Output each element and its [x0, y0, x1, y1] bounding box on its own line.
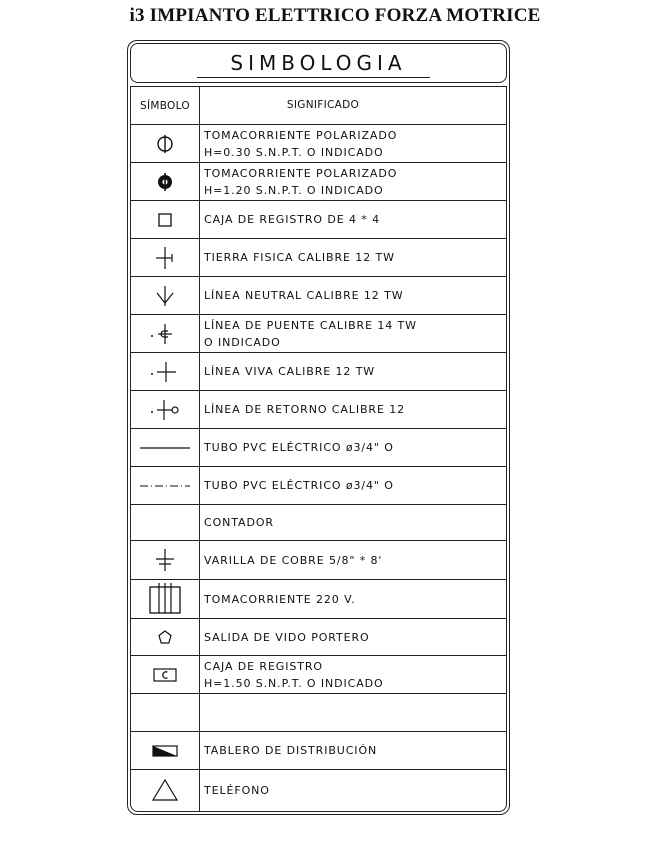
- legend-row: [131, 505, 506, 541]
- polarized-outlet-low-icon: [153, 132, 177, 156]
- legend-row: [131, 694, 506, 732]
- return-line-icon: [148, 397, 182, 423]
- legend-row: [131, 353, 506, 391]
- legend-row: [131, 467, 506, 505]
- legend-row: [131, 656, 506, 694]
- neutral-line-icon: [152, 283, 178, 309]
- row-text: TUBO PVC ELÉCTRICO ø3/4" O: [204, 441, 394, 454]
- square-box-icon: [157, 212, 173, 228]
- solid-line-icon: [140, 445, 190, 451]
- legend-row: [131, 732, 506, 770]
- row-text: LÍNEA NEUTRAL CALIBRE 12 TW: [204, 289, 404, 302]
- legend-row: [131, 770, 506, 810]
- ground-wire-icon: [152, 245, 178, 271]
- empty-symbol-cell: [131, 694, 199, 731]
- distribution-panel-icon: [152, 745, 178, 757]
- row-text: LÍNEA DE PUENTE CALIBRE 14 TW: [204, 318, 417, 332]
- row-text: TUBO PVC ELÉCTRICO ø3/4" O: [204, 479, 394, 492]
- legend-row: [131, 541, 506, 580]
- legend-table: [130, 86, 507, 812]
- row-text: CAJA DE REGISTRO: [204, 659, 323, 673]
- pentagon-icon: [157, 629, 173, 645]
- polarized-outlet-high-icon: [153, 170, 177, 194]
- copper-rod-icon: [152, 547, 178, 573]
- row-text: CAJA DE REGISTRO DE 4 * 4: [204, 213, 380, 226]
- empty-symbol-cell: [131, 505, 199, 540]
- triangle-icon: [151, 778, 179, 802]
- legend-row: [131, 201, 506, 239]
- row-text: TABLERO DE DISTRIBUCIÓN: [204, 744, 378, 757]
- row-text: VARILLA DE COBRE 5/8" * 8': [204, 553, 383, 567]
- title-underline: [197, 77, 430, 78]
- sheet-header: [130, 43, 507, 83]
- row-text: TOMACORRIENTE 220 V.: [204, 592, 356, 606]
- legend-row: [131, 239, 506, 277]
- legend-row: [131, 429, 506, 467]
- bridge-line-icon: [148, 321, 182, 347]
- live-line-icon: [148, 359, 182, 385]
- legend-row: [131, 163, 506, 201]
- legend-row: [131, 391, 506, 429]
- legend-row: [131, 277, 506, 315]
- legend-row: [131, 315, 506, 353]
- row-text: CONTADOR: [204, 516, 274, 529]
- header-row: [131, 87, 506, 125]
- dash-dot-line-icon: [140, 483, 190, 489]
- sheet-title: SIMBOLOGIA: [230, 51, 407, 75]
- legend-sheet: [127, 40, 510, 815]
- empty-text-cell: [204, 694, 502, 731]
- legend-row: [131, 580, 506, 619]
- row-text: TIERRA FISICA CALIBRE 12 TW: [204, 251, 395, 264]
- legend-row: [131, 125, 506, 163]
- row-text: SALIDA DE VIDO PORTERO: [204, 630, 370, 644]
- row-text: LÍNEA VIVA CALIBRE 12 TW: [204, 365, 376, 378]
- legend-row: [131, 619, 506, 656]
- symbol-header: SÍMBOLO: [140, 99, 190, 112]
- outlet-220-icon: [148, 582, 182, 616]
- row-text: TOMACORRIENTE POLARIZADO: [204, 166, 398, 180]
- row-text: LÍNEA DE RETORNO CALIBRE 12: [204, 403, 405, 416]
- row-text: TOMACORRIENTE POLARIZADO: [204, 128, 398, 142]
- row-text-secondary: H=1.20 S.N.P.T. O INDICADO: [204, 183, 384, 197]
- row-text-secondary: O INDICADO: [204, 335, 281, 349]
- box-c-icon: [153, 668, 177, 682]
- row-text-secondary: H=1.50 S.N.P.T. O INDICADO: [204, 676, 384, 690]
- row-text-secondary: H=0.30 S.N.P.T. O INDICADO: [204, 145, 384, 159]
- meaning-header: SIGNIFICADO: [286, 99, 360, 111]
- row-text: TELÉFONO: [204, 783, 270, 797]
- page-title: i3 IMPIANTO ELETTRICO FORZA MOTRICE: [129, 5, 541, 26]
